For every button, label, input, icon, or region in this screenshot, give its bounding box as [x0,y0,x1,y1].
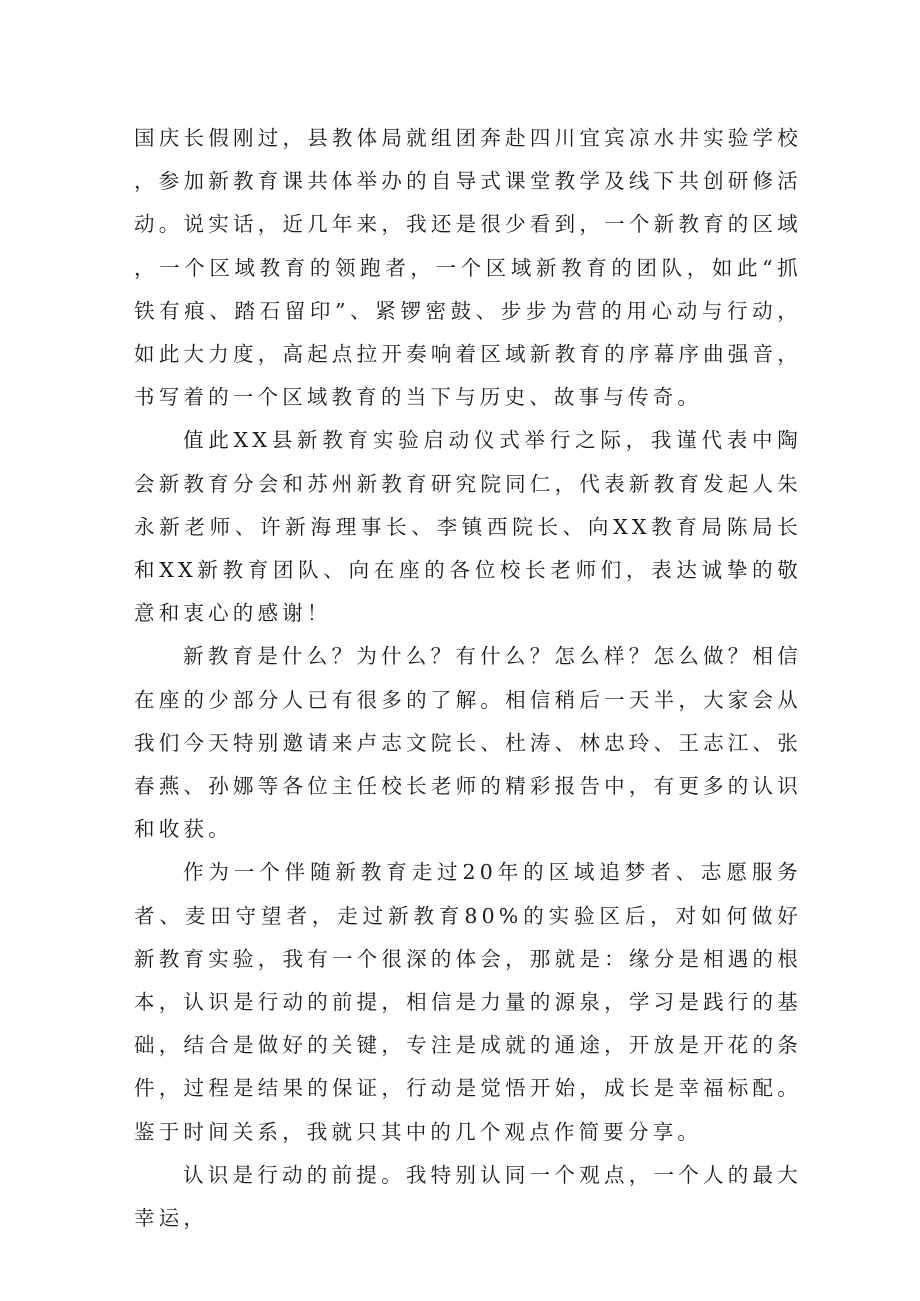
paragraph-5: 认识是行动的前提。我特别认同一个观点，一个人的最大幸运， [134,1162,802,1231]
paragraph-3: 新教育是什么？为什么？有什么？怎么样？怎么做？相信在座的少部分人已有很多的了解。相信稍后一天半，大家会从我们今天特别邀请来卢志文院长、杜涛、林忠玲、王志江、张春燕、孙娜等各位主任校长老师的精彩报告中，有更多的认识和收获。 [134,644,802,842]
paragraph-1: 国庆长假刚过，县教体局就组团奔赴四川宜宾凉水井实验学校，参加新教育课共体举办的自导式课堂教学及线下共创研修活动。说实话，近几年来，我还是很少看到，一个新教育的区域，一个区域教育的领跑者，一个区域新教育的团队，如此“抓铁有痕、踏石留印”、紧锣密鼓、步步为营的用心动与行动，如此大力度，高起点拉开奏响着区域新教育的序幕序曲强音，书写着的一个区域教育的当下与历史、故事与传奇。 [134,126,802,410]
document-body [134,117,802,1240]
paragraph-2: 值此XX县新教育实验启动仪式举行之际，我谨代表中陶会新教育分会和苏州新教育研究院同仁，代表新教育发起人朱永新老师、许新海理事长、李镇西院长、向XX教育局陈局长和XX新教育团队、向在座的各位校长老师们，表达诚挚的敬意和衷心的感谢！ [134,428,802,626]
paragraph-4: 作为一个伴随新教育走过20年的区域追梦者、志愿服务者、麦田守望者，走过新教育80%的实验区后，对如何做好新教育实验，我有一个很深的体会，那就是：缘分是相遇的根本，认识是行动的前提，相信是力量的源泉，学习是践行的基础，结合是做好的关键，专注是成就的通途，开放是开花的条件，过程是结果的保证，行动是觉悟开始，成长是幸福标配。鉴于时间关系，我就只其中的几个观点作简要分享。 [134,860,802,1144]
